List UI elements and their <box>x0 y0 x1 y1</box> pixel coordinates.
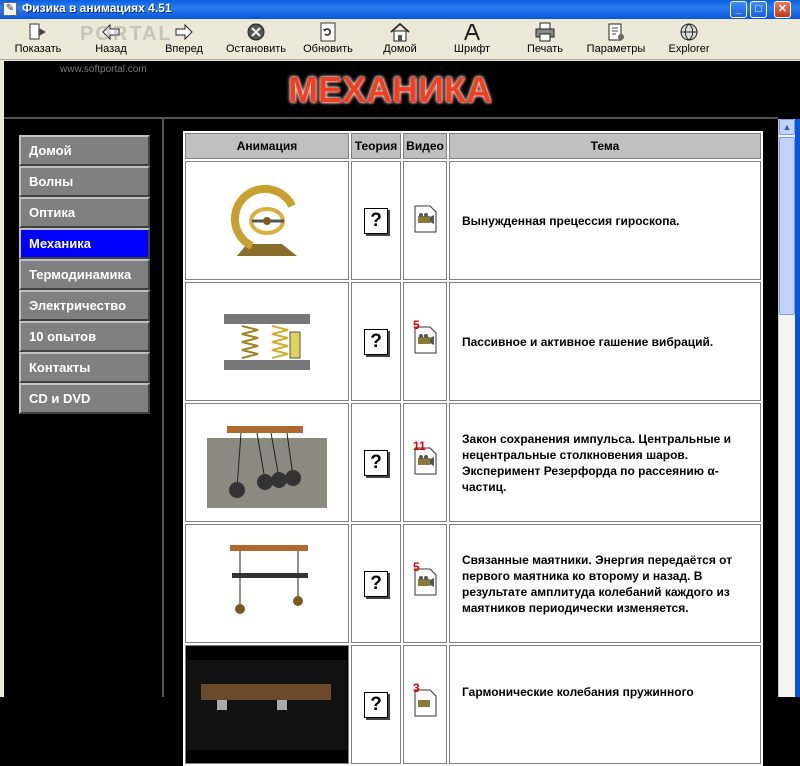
theory-question-icon[interactable]: ? <box>364 692 388 718</box>
back-label: Назад <box>95 43 127 55</box>
gyroscope-image <box>222 176 312 266</box>
minimize-button[interactable]: _ <box>730 1 747 18</box>
nav-item-10-experiments[interactable]: 10 опытов <box>19 321 150 352</box>
video-cell <box>403 524 447 643</box>
print-label: Печать <box>526 43 564 55</box>
video-count: 11 <box>413 439 426 453</box>
stop-icon <box>245 22 267 42</box>
nav-divider <box>162 119 164 697</box>
video-cell <box>403 282 447 401</box>
refresh-button[interactable] <box>300 19 356 60</box>
nav-item-optics[interactable]: Оптика <box>19 197 150 228</box>
watermark-site: www.softportal.com <box>60 64 147 75</box>
header-topic: Тема <box>449 133 761 159</box>
params-label: Параметры <box>586 43 646 55</box>
topic-cell[interactable]: Вынужденная прецессия гироскопа. <box>449 161 761 280</box>
font-label: Шрифт <box>453 43 491 55</box>
forward-arrow-icon <box>173 22 195 42</box>
app-icon: ✎ <box>3 2 17 16</box>
theory-question-icon[interactable]: ? <box>364 450 388 476</box>
settings-icon <box>605 22 627 42</box>
video-button[interactable] <box>412 681 438 717</box>
topic-cell[interactable]: Пассивное и активное гашение вибраций. <box>449 282 761 401</box>
font-icon <box>461 22 483 42</box>
header-animation: Анимация <box>185 133 349 159</box>
theory-question-icon[interactable]: ? <box>364 329 388 355</box>
home-label: Домой <box>383 43 417 55</box>
video-button[interactable] <box>412 439 438 475</box>
explorer-label: Explorer <box>668 43 710 55</box>
nav-item-electricity[interactable]: Электричество <box>19 290 150 321</box>
refresh-icon <box>317 22 339 42</box>
table-header-row <box>185 133 761 159</box>
animation-thumbnail[interactable] <box>185 524 349 643</box>
video-cell <box>403 403 447 522</box>
forward-label: Вперед <box>165 43 203 55</box>
content-area <box>183 131 763 715</box>
scrollbar-thumb[interactable] <box>779 137 795 315</box>
print-button[interactable] <box>522 19 568 60</box>
globe-icon <box>678 22 700 42</box>
show-icon <box>27 22 49 42</box>
coupled-pendulums-image <box>212 539 322 629</box>
table-row <box>185 161 761 280</box>
banner-separator <box>4 117 778 119</box>
explorer-button[interactable] <box>664 19 714 60</box>
newton-cradle-image <box>207 418 327 508</box>
table-row <box>185 282 761 401</box>
home-button[interactable] <box>378 19 422 60</box>
animation-thumbnail[interactable] <box>185 161 349 280</box>
video-cell <box>403 645 447 764</box>
theory-cell <box>351 403 401 522</box>
header-theory: Теория <box>351 133 401 159</box>
video-file-icon <box>412 205 438 233</box>
window-right-border <box>795 119 800 697</box>
video-button[interactable] <box>412 205 438 233</box>
scroll-up-button[interactable]: ▲ <box>779 119 795 135</box>
title-bar[interactable] <box>0 0 800 19</box>
table-row <box>185 403 761 522</box>
stop-button[interactable] <box>224 19 288 60</box>
nav-item-home[interactable]: Домой <box>19 135 150 166</box>
show-button[interactable] <box>10 19 66 60</box>
video-count: 5 <box>413 560 420 574</box>
nav-item-mechanics[interactable]: Механика <box>19 228 150 259</box>
video-count: 3 <box>413 681 420 695</box>
topic-cell[interactable]: Гармонические колебания пружинного <box>449 645 761 764</box>
nav-item-thermodynamics[interactable]: Термодинамика <box>19 259 150 290</box>
sidebar-nav <box>19 135 150 414</box>
topic-cell[interactable]: Связанные маятники. Энергия передаётся от первого маятника ко второму и назад. В результате амплитуда колебаний каждого из маятников периодически изменяется. <box>449 524 761 643</box>
damper-image <box>222 312 312 372</box>
spring-oscillator-image <box>187 660 347 750</box>
video-cell <box>403 161 447 280</box>
animation-thumbnail[interactable] <box>185 403 349 522</box>
window-title: Физика в анимациях 4.51 <box>22 1 172 15</box>
page-title: МЕХАНИКА <box>288 69 492 110</box>
theory-cell <box>351 524 401 643</box>
maximize-button[interactable]: □ <box>750 1 767 18</box>
animations-table <box>183 131 763 766</box>
table-row <box>185 645 761 764</box>
stop-label: Остановить <box>225 43 287 55</box>
header-video: Видео <box>403 133 447 159</box>
refresh-label: Обновить <box>303 43 353 55</box>
home-icon <box>389 22 411 42</box>
watermark-logo: PORTAL <box>80 23 173 45</box>
video-button[interactable] <box>412 560 438 596</box>
video-button[interactable] <box>412 318 438 354</box>
params-button[interactable] <box>584 19 648 60</box>
close-button[interactable]: ✕ <box>774 1 791 18</box>
animation-thumbnail[interactable] <box>185 282 349 401</box>
theory-cell <box>351 645 401 764</box>
topic-cell[interactable]: Закон сохранения импульса. Центральные и нецентральные столкновения шаров. Эксперимент Резерфорда по рассеянию α-частиц. <box>449 403 761 522</box>
animation-thumbnail[interactable] <box>185 645 349 764</box>
show-label: Показать <box>14 43 62 55</box>
nav-item-cd-dvd[interactable]: CD и DVD <box>19 383 150 414</box>
printer-icon <box>534 22 556 42</box>
theory-question-icon[interactable]: ? <box>364 208 388 234</box>
video-count: 5 <box>413 318 420 332</box>
theory-cell <box>351 282 401 401</box>
table-row <box>185 524 761 643</box>
nav-item-waves[interactable]: Волны <box>19 166 150 197</box>
font-button[interactable] <box>450 19 494 60</box>
theory-question-icon[interactable]: ? <box>364 571 388 597</box>
nav-item-contacts[interactable]: Контакты <box>19 352 150 383</box>
theory-cell <box>351 161 401 280</box>
